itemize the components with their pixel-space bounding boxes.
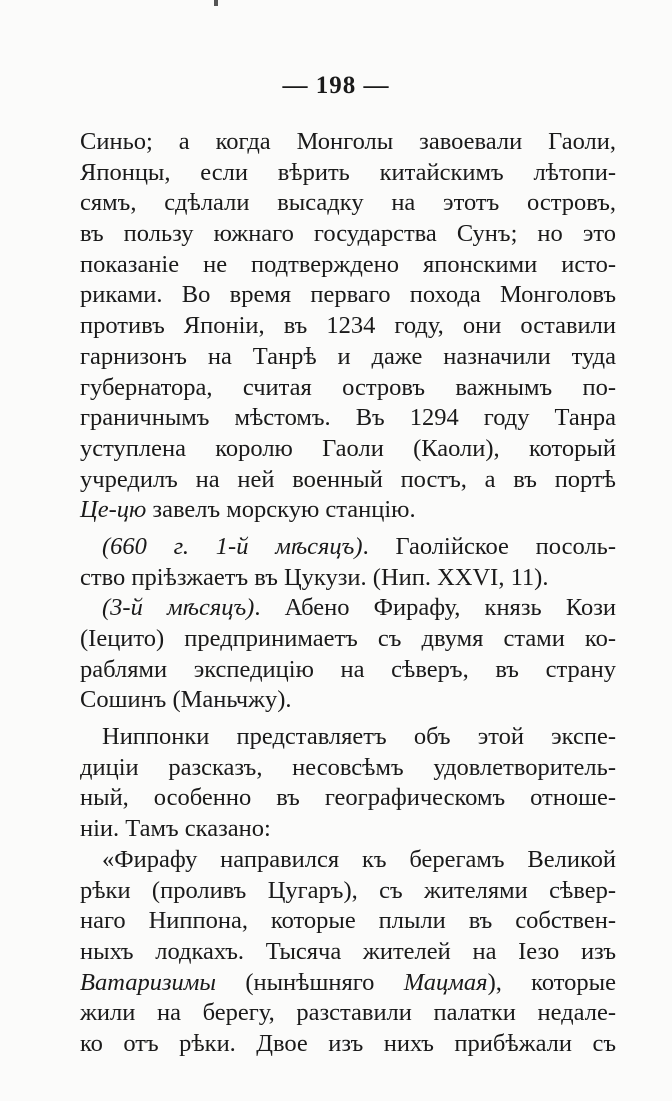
text-line: жили на берегу, разставили палатки недале- — [80, 999, 616, 1027]
text-line: диціи разсказъ, несовсѣмъ удовлетворитель- — [80, 753, 616, 781]
paragraph — [80, 722, 616, 845]
italic-date: (3-й мѣсяцъ) — [102, 594, 255, 622]
text-line: (Іецито) предпринимаетъ съ двумя стами ко- — [80, 625, 616, 652]
text-line: противъ Японіи, въ 1234 году, они оставили — [80, 312, 616, 340]
scan-mark — [214, 0, 218, 6]
text-line: ный, особенно въ географическомъ отноше- — [80, 784, 616, 812]
text-line: сямъ, сдѣлали высадку на этотъ островъ, — [80, 189, 616, 217]
text-line: раблями экспедицію на сѣверъ, въ страну — [80, 655, 616, 683]
paragraph — [80, 845, 616, 1060]
paragraph — [80, 127, 616, 526]
italic-place-name: Це-цю — [80, 496, 147, 524]
text-line — [80, 532, 616, 563]
text-line: рѣки (проливъ Цугаръ), съ жителями сѣвер- — [80, 876, 616, 904]
text-run: ), которые — [487, 968, 616, 996]
text-line: показаніе не подтверждено японскими исто- — [80, 250, 616, 278]
text-run: . Абено Фирафу, князь Кози — [254, 594, 616, 622]
text-line: Сошинъ (Маньчжу). — [80, 686, 292, 714]
text-line: Ниппонки представляетъ объ этой экспе- — [102, 723, 616, 751]
body-text — [80, 127, 616, 1060]
text-line: Японцы, если вѣрить китайскимъ лѣтопи- — [80, 158, 616, 186]
text-line: ныхъ лодкахъ. Тысяча жителей на Іезо изъ — [80, 937, 616, 965]
text-line — [80, 495, 616, 526]
text-line: учредилъ на ней военный постъ, а въ портѣ — [80, 465, 616, 493]
text-line: губернатора, считая островъ важнымъ по- — [80, 373, 616, 401]
italic-date: (660 г. 1-й мѣсяцъ) — [102, 532, 363, 560]
text-run: завелъ морскую станцію. — [146, 496, 416, 524]
text-line: ко отъ рѣки. Двое изъ нихъ прибѣжали съ — [80, 1029, 616, 1057]
text-line: уступлена королю Гаоли (Каоли), который — [80, 434, 616, 462]
text-line: гарнизонъ на Танрѣ и даже назначили туда — [80, 342, 616, 370]
text-line: граничнымъ мѣстомъ. Въ 1294 году Танра — [80, 404, 616, 432]
text-line — [80, 968, 616, 999]
paragraph — [80, 593, 616, 716]
text-line: Синьо; а когда Монголы завоевали Гаоли, — [80, 128, 616, 155]
text-run: . Гаолійское посоль- — [362, 532, 616, 560]
text-line: ство пріѣзжаетъ въ Цукузи. (Нип. XXVI, 11). — [80, 563, 549, 591]
italic-place-name: Мацмая — [403, 968, 488, 996]
text-line — [80, 593, 616, 624]
paragraph — [80, 532, 616, 593]
text-line: риками. Во время перваго похода Монголовъ — [80, 281, 616, 309]
page-number: — 198 — — [282, 72, 390, 99]
text-line: «Фирафу направился къ берегамъ Великой — [102, 845, 616, 873]
text-line: въ пользу южнаго государства Сунъ; но это — [80, 220, 616, 248]
text-line: наго Ниппона, которые плыли въ собствен- — [80, 907, 616, 935]
italic-place-name: Ватаризимы — [80, 968, 216, 996]
text-run: (нынѣшняго — [216, 968, 404, 996]
text-line: ніи. Тамъ сказано: — [80, 815, 271, 843]
